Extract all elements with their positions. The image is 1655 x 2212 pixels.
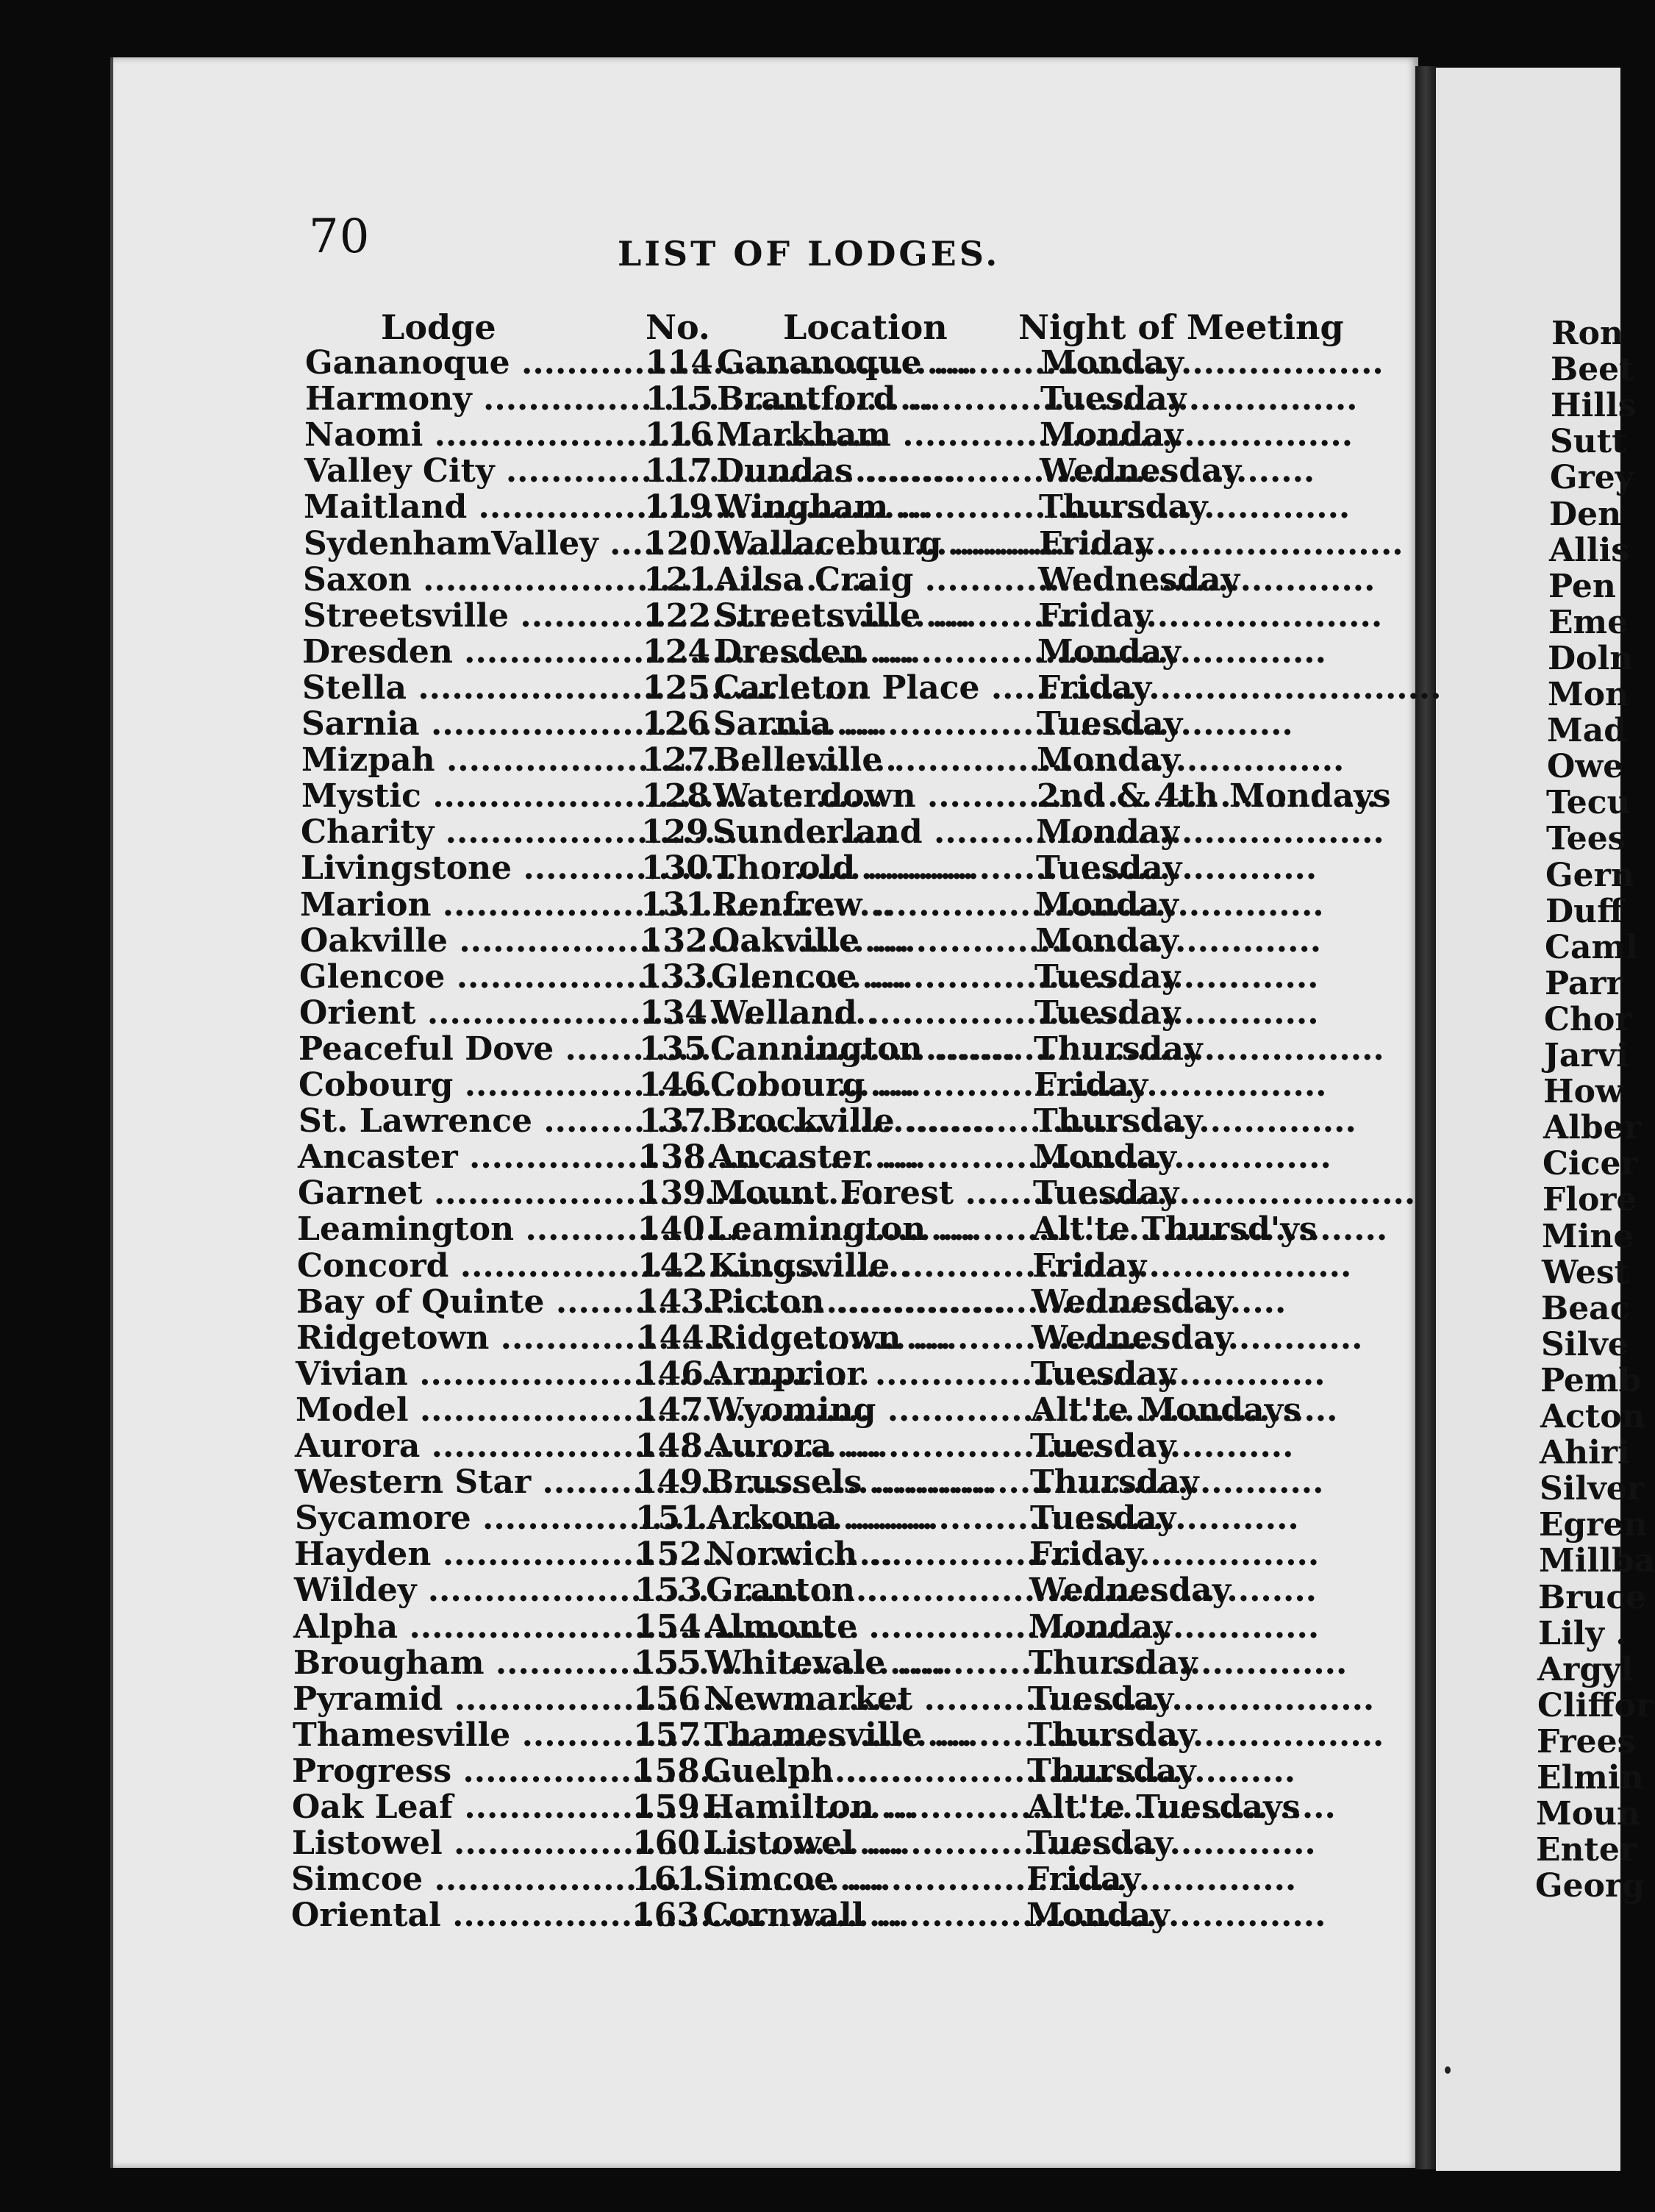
night-cell: Alt'te Mondays: [1031, 1391, 1301, 1429]
lodge-cell: Cobourg .....: [299, 1068, 622, 1103]
header-lodge: Lodge: [381, 307, 496, 347]
location-cell: Thamesville .....: [704, 1718, 1028, 1753]
number-cell: 157: [633, 1716, 701, 1754]
number-cell: 126: [642, 705, 709, 743]
lodge-cell: Oak Leaf .....: [292, 1790, 615, 1825]
lodge-cell: SydenhamValley .....: [304, 527, 627, 562]
location-cell: Brockville .....: [710, 1104, 1034, 1139]
right-page-entry: Mad: [1547, 712, 1626, 750]
location-cell: Norwich .....: [706, 1537, 1029, 1572]
number-cell: 148: [635, 1427, 703, 1465]
number-cell: 121: [643, 560, 711, 599]
location-cell: Cornwall .....: [703, 1898, 1026, 1933]
table-row: [0, 1790, 1402, 1825]
number-cell: 116: [645, 416, 712, 454]
table-row: [0, 1573, 1404, 1608]
night-cell: Monday: [1040, 344, 1184, 382]
location-cell: Whitevale .....: [705, 1646, 1029, 1681]
location-cell: Dundas .....: [716, 454, 1040, 489]
number-cell: 132: [640, 921, 708, 960]
location-cell: Waterdown .....: [713, 779, 1037, 814]
night-cell: Thursday: [1029, 1644, 1198, 1682]
night-cell: Wednesday: [1032, 1319, 1234, 1357]
table-row: [0, 418, 1415, 453]
night-cell: Wednesday: [1038, 560, 1240, 599]
table-row: [0, 1212, 1407, 1247]
night-cell: Tuesday: [1037, 705, 1183, 743]
night-cell: Thursday: [1028, 1716, 1197, 1754]
location-cell: Simcoe .....: [703, 1862, 1026, 1897]
number-cell: 125: [643, 668, 710, 707]
right-page-entry: Grey: [1550, 459, 1634, 497]
night-cell: Friday: [1039, 524, 1154, 563]
night-cell: Tuesday: [1031, 1355, 1177, 1393]
lodge-cell: Model .....: [296, 1393, 619, 1428]
number-cell: 131: [640, 885, 708, 924]
right-page-entry: Mine: [1542, 1217, 1634, 1255]
location-cell: Sunderland .....: [712, 815, 1036, 850]
number-cell: 158: [632, 1752, 700, 1790]
lodge-cell: Maitland .....: [304, 490, 627, 525]
night-cell: Monday: [1036, 813, 1179, 852]
night-cell: Thursday: [1034, 1102, 1203, 1141]
table-row: [0, 1357, 1406, 1392]
right-page-entry: Elmin: [1537, 1759, 1644, 1797]
location-cell: Carleton Place .....: [714, 671, 1037, 706]
night-cell: Tuesday: [1030, 1499, 1176, 1538]
location-cell: Cobourg .....: [710, 1068, 1034, 1103]
table-row: [0, 1140, 1408, 1175]
right-page-entry: Flore: [1543, 1181, 1637, 1219]
number-cell: 153: [635, 1571, 702, 1610]
right-page-entry: Pemb: [1540, 1361, 1642, 1399]
lodge-cell: Mystic .....: [301, 779, 625, 814]
location-cell: Ridgetown .....: [708, 1321, 1032, 1356]
right-page-entry: Pen: [1548, 567, 1616, 605]
table-row: [0, 1754, 1402, 1789]
number-cell: 127: [642, 741, 709, 779]
table-row: [0, 346, 1415, 381]
lodge-cell: Leamington .....: [297, 1212, 621, 1247]
night-cell: 2nd & 4th Mondays: [1037, 777, 1391, 816]
lodge-cell: Oakville .....: [300, 924, 623, 959]
right-page-entry: Allis: [1549, 531, 1630, 569]
number-cell: 140: [637, 1210, 705, 1249]
lodge-cell: Western Star .....: [295, 1465, 618, 1500]
right-page-entry: Tees: [1546, 820, 1626, 858]
table-row: [0, 815, 1411, 850]
night-cell: Alt'te Tuesdays: [1027, 1788, 1301, 1826]
right-page-entry: Eme: [1548, 603, 1629, 641]
location-cell: Cannington .....: [710, 1032, 1034, 1067]
table-row: [0, 1610, 1404, 1645]
location-cell: Welland .....: [711, 996, 1034, 1031]
location-cell: Belleville .....: [713, 743, 1037, 778]
table-row: [0, 1176, 1408, 1211]
number-cell: 120: [644, 524, 712, 563]
right-page-entry: Alber: [1543, 1109, 1641, 1147]
number-cell: 114: [646, 344, 713, 382]
right-page-entry: Ahiri: [1540, 1434, 1630, 1472]
table-row: [0, 1104, 1409, 1139]
print-speck: [1445, 2066, 1451, 2074]
location-cell: Wingham .....: [715, 490, 1039, 525]
number-cell: 133: [640, 957, 707, 996]
table-row: [0, 1465, 1405, 1500]
number-cell: 149: [635, 1463, 703, 1502]
night-cell: Monday: [1035, 921, 1179, 960]
right-page-entry: Acton: [1540, 1398, 1645, 1435]
lodge-cell: Peaceful Dove .....: [299, 1032, 622, 1067]
location-cell: Guelph .....: [704, 1754, 1027, 1789]
night-cell: Friday: [1029, 1535, 1144, 1574]
night-cell: Monday: [1026, 1897, 1170, 1935]
right-page-entry: Argyl: [1537, 1650, 1634, 1688]
number-cell: 130: [641, 849, 709, 888]
right-page-entry: Ron: [1551, 315, 1623, 352]
lodge-cell: Thamesville .....: [293, 1718, 616, 1753]
lodge-cell: Livingstone .....: [301, 851, 624, 886]
table-row: [0, 1718, 1403, 1753]
number-cell: 152: [635, 1535, 702, 1574]
table-row: [0, 707, 1412, 742]
location-cell: Brantford .....: [717, 382, 1040, 417]
right-page-entry: Parr: [1545, 964, 1623, 1002]
page-number: 70: [309, 210, 371, 264]
lodge-cell: Orient .....: [299, 996, 623, 1031]
location-cell: Thorold .....: [712, 851, 1036, 886]
number-cell: 137: [639, 1102, 707, 1141]
number-cell: 139: [638, 1174, 706, 1213]
right-page-entry: Jarvi: [1544, 1037, 1629, 1074]
lodge-cell: Wildey .....: [294, 1573, 618, 1608]
lodge-cell: Streetsville .....: [303, 599, 626, 634]
right-page-entry: Mon: [1548, 676, 1629, 713]
night-cell: Monday: [1033, 1138, 1176, 1177]
lodge-cell: Garnet .....: [298, 1176, 621, 1211]
location-cell: Kingsville .....: [709, 1249, 1032, 1284]
right-page-entry: Millba: [1539, 1542, 1655, 1580]
number-cell: 146: [636, 1355, 704, 1393]
right-page-entry: Den: [1549, 495, 1622, 533]
night-cell: Wednesday: [1040, 452, 1242, 490]
table-row: [0, 1898, 1401, 1933]
right-page-entry: Enter: [1536, 1831, 1637, 1869]
location-cell: Arkona .....: [707, 1501, 1030, 1536]
table-row: [0, 1032, 1409, 1067]
location-cell: Dresden .....: [714, 635, 1037, 670]
table-row: [0, 743, 1412, 778]
header-location: Location: [783, 307, 948, 347]
table-row: [0, 1862, 1401, 1897]
night-cell: Friday: [1026, 1860, 1141, 1899]
right-page-entry: Frees: [1537, 1722, 1636, 1760]
page-title: LIST OF LODGES.: [618, 234, 1001, 274]
lodge-cell: Marion .....: [300, 888, 623, 923]
night-cell: Thursday: [1039, 488, 1208, 527]
number-cell: 143: [637, 1282, 704, 1321]
number-cell: 161: [632, 1860, 699, 1899]
table-row: [0, 1068, 1409, 1103]
night-cell: Tuesday: [1028, 1680, 1174, 1718]
location-cell: Picton .....: [708, 1285, 1032, 1320]
location-cell: Renfrew .....: [712, 888, 1035, 923]
lodge-cell: Stella .....: [302, 671, 626, 706]
table-row: [0, 993, 1409, 1032]
right-page-entry: How: [1543, 1073, 1623, 1111]
right-page-entry: Georg: [1535, 1867, 1645, 1905]
lodge-cell: Brougham .....: [293, 1646, 617, 1681]
lodge-cell: Pyramid .....: [293, 1682, 616, 1717]
location-cell: Arnprior .....: [707, 1357, 1031, 1392]
location-cell: Granton .....: [706, 1573, 1029, 1608]
lodge-cell: St. Lawrence .....: [299, 1104, 622, 1139]
right-page-entry: West: [1542, 1253, 1629, 1291]
night-cell: Monday: [1037, 632, 1181, 671]
number-cell: 115: [646, 380, 713, 418]
table-row: [0, 1682, 1403, 1717]
number-cell: 151: [635, 1499, 703, 1538]
header-no: No.: [646, 307, 710, 347]
lodge-cell: Charity .....: [301, 815, 624, 850]
table-row: [0, 1321, 1406, 1356]
lodge-cell: Oriental .....: [291, 1898, 615, 1933]
lodge-cell: Saxon .....: [303, 563, 626, 598]
number-cell: 160: [632, 1824, 700, 1863]
lodge-cell: Dresden .....: [302, 635, 626, 670]
number-cell: 146: [639, 1066, 707, 1104]
night-cell: Friday: [1034, 1066, 1148, 1104]
night-cell: Tuesday: [1027, 1824, 1173, 1863]
right-page-entry: Bruce: [1538, 1578, 1647, 1616]
table-row: [0, 957, 1409, 996]
lodge-cell: Gananoque .....: [305, 346, 629, 381]
location-cell: Leamington .....: [709, 1212, 1032, 1247]
night-cell: Alt'te Thursd'ys: [1032, 1210, 1318, 1249]
right-page-entry: Caml: [1545, 928, 1638, 966]
right-page-entry: Owe: [1547, 748, 1624, 786]
table-row: [0, 596, 1413, 635]
number-cell: 147: [636, 1391, 704, 1429]
right-page-entry: Lily .: [1538, 1614, 1627, 1652]
table-row: [0, 490, 1414, 525]
lodge-cell: Sycamore .....: [295, 1501, 618, 1536]
table-row: [0, 779, 1412, 814]
table-row: [0, 668, 1412, 707]
night-cell: Friday: [1037, 668, 1152, 707]
right-page: [1436, 68, 1655, 2171]
lodge-cell: Listowel .....: [292, 1826, 615, 1861]
table-row: [0, 1537, 1404, 1572]
table-row: [0, 632, 1412, 671]
right-page-entry: Cicer: [1543, 1145, 1638, 1183]
location-cell: Newmarket .....: [704, 1682, 1028, 1717]
number-cell: 138: [638, 1138, 706, 1177]
number-cell: 156: [633, 1680, 701, 1718]
number-cell: 163: [632, 1897, 699, 1935]
right-page-entry: Cliffor: [1537, 1686, 1654, 1724]
table-row: [0, 454, 1415, 489]
lodge-cell: Progress .....: [292, 1754, 615, 1789]
night-cell: Tuesday: [1033, 1174, 1179, 1213]
location-cell: Streetsville .....: [715, 599, 1038, 634]
right-page-entry: Doln: [1548, 639, 1634, 677]
table-row: [0, 885, 1410, 924]
right-page-entry: Moun: [1536, 1795, 1641, 1833]
night-cell: Tuesday: [1034, 993, 1181, 1032]
location-cell: Glencoe .....: [711, 960, 1034, 995]
lodge-cell: Vivian .....: [296, 1357, 619, 1392]
right-page-entry: Gern: [1545, 856, 1634, 894]
lodge-cell: Bay of Quinte .....: [296, 1285, 620, 1320]
table-row: [0, 1393, 1406, 1428]
night-cell: Thursday: [1034, 1030, 1203, 1068]
number-cell: 129: [641, 813, 709, 852]
night-cell: Friday: [1038, 596, 1153, 635]
number-cell: 155: [634, 1644, 701, 1682]
lodge-cell: Naomi .....: [304, 418, 628, 453]
number-cell: 134: [640, 993, 707, 1032]
right-page-entry: Tecu: [1546, 784, 1631, 822]
number-cell: 135: [639, 1030, 707, 1068]
lodge-cell: Alpha .....: [293, 1610, 617, 1645]
lodge-cell: Harmony .....: [305, 382, 629, 417]
night-cell: Wednesday: [1029, 1571, 1232, 1610]
location-cell: Wyoming .....: [707, 1393, 1031, 1428]
right-page-entry: Duff: [1545, 892, 1624, 930]
table-row: [0, 524, 1414, 563]
night-cell: Monday: [1037, 741, 1180, 779]
location-cell: Gananoque .....: [717, 346, 1040, 381]
table-row: [0, 1646, 1404, 1681]
right-page-entry: Sutt: [1550, 423, 1627, 461]
number-cell: 142: [637, 1246, 705, 1285]
number-cell: 122: [643, 596, 711, 635]
right-page-entry: Silver: [1540, 1470, 1644, 1508]
right-page-entry: Beet: [1551, 351, 1634, 389]
location-cell: Markham .....: [716, 418, 1040, 453]
number-cell: 144: [637, 1319, 704, 1357]
night-cell: Monday: [1035, 885, 1179, 924]
location-cell: Sarnia .....: [713, 707, 1037, 742]
lodge-cell: Simcoe .....: [291, 1862, 615, 1897]
number-cell: 119: [644, 488, 712, 527]
right-page-entry: Beac: [1541, 1289, 1630, 1327]
book-gutter: [1415, 66, 1436, 2169]
location-cell: Ailsa Craig .....: [715, 563, 1038, 598]
table-row: [0, 1501, 1405, 1536]
location-cell: Hamilton .....: [704, 1790, 1027, 1825]
night-cell: Tuesday: [1034, 957, 1181, 996]
location-cell: Wallaceburg .....: [715, 527, 1039, 562]
table-row: [0, 1282, 1406, 1321]
header-night: Night of Meeting: [1018, 307, 1344, 347]
right-page-entry: Egren: [1539, 1506, 1648, 1544]
right-page-entry: Hills: [1551, 387, 1637, 425]
lodge-cell: Aurora .....: [295, 1429, 618, 1464]
table-row: [0, 560, 1413, 599]
lodge-cell: Mizpah .....: [301, 743, 625, 778]
location-cell: Almonte .....: [705, 1610, 1029, 1645]
table-row: [0, 921, 1410, 960]
table-row: [0, 1246, 1407, 1285]
night-cell: Monday: [1040, 416, 1183, 454]
number-cell: 128: [642, 777, 709, 816]
number-cell: 124: [643, 632, 710, 671]
night-cell: Tuesday: [1040, 380, 1187, 418]
location-cell: Aurora .....: [707, 1429, 1030, 1464]
right-page-entry: Silve: [1541, 1325, 1629, 1363]
night-cell: Tuesday: [1036, 849, 1182, 888]
table-row: [0, 382, 1415, 417]
night-cell: Monday: [1029, 1608, 1172, 1646]
lodge-cell: Valley City .....: [304, 454, 628, 489]
right-page-entry: Chor: [1544, 1000, 1632, 1038]
location-cell: Listowel .....: [704, 1826, 1027, 1861]
location-cell: Ancaster .....: [709, 1140, 1033, 1175]
location-cell: Mount Forest .....: [709, 1176, 1033, 1211]
table-row: [0, 1429, 1405, 1464]
lodge-cell: Sarnia .....: [301, 707, 625, 742]
night-cell: Thursday: [1027, 1752, 1196, 1790]
location-cell: Brussels .....: [707, 1465, 1030, 1500]
lodge-cell: Hayden .....: [294, 1537, 618, 1572]
location-cell: Oakville .....: [712, 924, 1035, 959]
table-row: [0, 1826, 1402, 1861]
night-cell: Tuesday: [1030, 1427, 1176, 1465]
lodge-cell: Ancaster .....: [298, 1140, 621, 1175]
number-cell: 159: [632, 1788, 700, 1826]
number-cell: 117: [645, 452, 712, 490]
lodge-cell: Concord .....: [297, 1249, 621, 1284]
table-row: [0, 851, 1411, 886]
lodge-cell: Glencoe .....: [299, 960, 623, 995]
night-cell: Friday: [1032, 1246, 1147, 1285]
night-cell: Wednesday: [1032, 1282, 1234, 1321]
number-cell: 154: [634, 1608, 701, 1646]
night-cell: Thursday: [1030, 1463, 1199, 1502]
lodge-cell: Ridgetown .....: [296, 1321, 620, 1356]
